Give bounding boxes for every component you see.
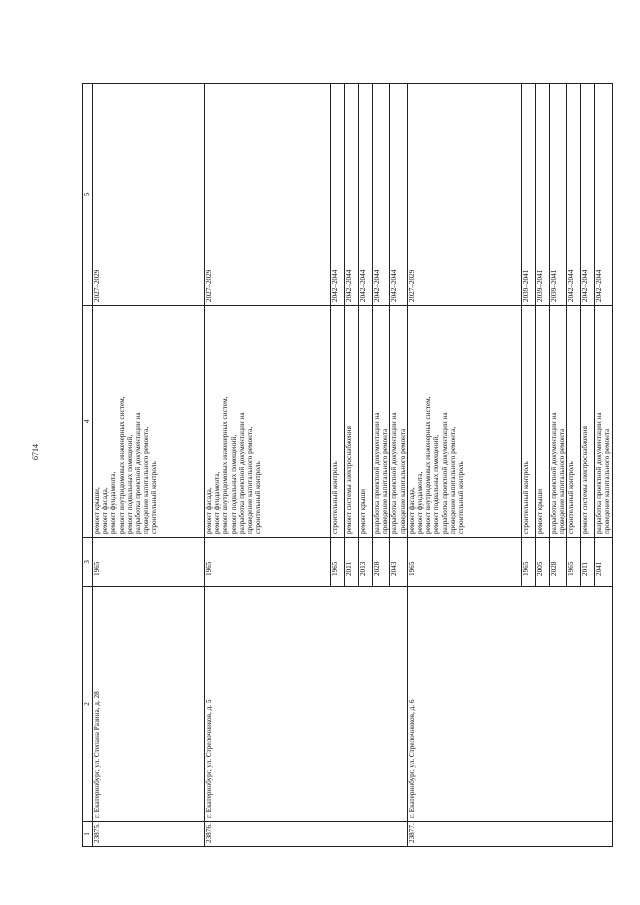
- work-line: проведение капитального ремонта: [398, 428, 407, 534]
- table-row: [407, 84, 521, 847]
- table-row: [93, 84, 205, 847]
- work-line: строительный контроль: [567, 461, 576, 534]
- entry-address: г. Екатеринбург, ул. Стрелочников, д. 6: [407, 587, 612, 822]
- subrow-year: 2028: [373, 538, 390, 587]
- subrow-work: [345, 306, 359, 538]
- entry-year: 1965: [93, 538, 205, 587]
- subrow-period: 2042–2044: [345, 84, 359, 306]
- work-line: разработка проектной документации на: [549, 412, 558, 534]
- work-line: проведение капитального ремонта: [603, 428, 612, 534]
- work-line: проведение капитального ремонта,: [142, 426, 151, 534]
- work-line: ремонт внутридомовых инженерных систем,: [424, 396, 433, 534]
- work-line: строительный контроль: [331, 461, 339, 534]
- work-line: разработка проектной документации на: [595, 412, 604, 534]
- subrow-period: 2039–2041: [535, 84, 549, 306]
- entry-period: 2027–2029: [93, 84, 205, 306]
- subrow-period: 2042–2044: [595, 84, 612, 306]
- work-line: разработка проектной документации на: [440, 412, 449, 534]
- subrow-work: [581, 306, 595, 538]
- subrow-period: 2039–2041: [521, 84, 535, 306]
- entry-number: 23877.: [407, 822, 612, 847]
- subrow-year: 2011: [581, 538, 595, 587]
- entry-works: [93, 306, 205, 538]
- header-col-5: 5: [83, 84, 93, 306]
- subrow-work: [359, 306, 373, 538]
- entry-period: 2027–2029: [205, 84, 331, 306]
- work-line: ремонт крыши: [359, 488, 367, 534]
- entry-year: 1965: [205, 538, 331, 587]
- work-line: ремонт фундамента,: [213, 471, 222, 534]
- work-line: разработка проектной документации на: [390, 412, 399, 534]
- work-line: разработка проектной документации на: [237, 412, 246, 534]
- subrow-year: 2041: [595, 538, 612, 587]
- subrow-period: 2042–2044: [390, 84, 407, 306]
- work-line: ремонт крыши: [535, 488, 544, 534]
- subrow-work: [390, 306, 407, 538]
- work-line: строительный контроль: [521, 461, 530, 534]
- work-line: строительный контроль: [457, 461, 466, 534]
- subrow-year: 1965: [567, 538, 581, 587]
- subrow-period: 2042–2044: [359, 84, 373, 306]
- work-line: проведение капитального ремонта,: [448, 426, 457, 534]
- work-line: ремонт подвальных помещений,: [229, 434, 238, 534]
- subrow-work: [331, 306, 345, 538]
- page-number: 6714: [31, 444, 40, 460]
- entry-works: [205, 306, 331, 538]
- work-line: ремонт внутридомовых инженерных систем,: [221, 396, 230, 534]
- work-line: ремонт подвальных помещений,: [432, 434, 441, 534]
- work-line: ремонт внутридомовых инженерных систем,: [117, 396, 126, 534]
- header-col-4: 4: [83, 306, 93, 538]
- work-line: разработка проектной документации на: [373, 412, 381, 534]
- entry-address: г. Екатеринбург, ул. Стрелочников, д. 5: [205, 587, 408, 822]
- subrow-year: 1965: [521, 538, 535, 587]
- subrow-period: 2042–2044: [331, 84, 345, 306]
- subrow-work: [567, 306, 581, 538]
- subrow-period: 2042–2044: [373, 84, 390, 306]
- work-line: проведение капитального ремонта: [381, 428, 390, 534]
- header-col-3: 3: [83, 538, 93, 587]
- work-line: ремонт фундамента,: [109, 471, 118, 534]
- entry-number: 23876.: [205, 822, 408, 847]
- rotated-table-container: [82, 84, 612, 847]
- table-body: [93, 84, 613, 847]
- work-line: ремонт фасада,: [101, 487, 110, 534]
- header-col-1: 1: [83, 822, 93, 847]
- work-line: ремонт подвальных помещений,: [125, 434, 134, 534]
- subrow-work: [595, 306, 612, 538]
- work-line: ремонт фасада,: [205, 487, 213, 534]
- subrow-year: 2043: [390, 538, 407, 587]
- work-line: ремонт крыши,: [93, 487, 101, 534]
- subrow-year: 2028: [549, 538, 566, 587]
- subrow-work: [535, 306, 549, 538]
- work-line: ремонт фундамента,: [416, 471, 425, 534]
- work-line: строительный контроль: [150, 461, 159, 534]
- header-row: [83, 84, 93, 847]
- entry-address: г. Екатеринбург, ул. Степана Разина, д. 28: [93, 587, 205, 822]
- work-line: строительный контроль: [254, 461, 263, 534]
- header-col-2: 2: [83, 587, 93, 822]
- subrow-work: [549, 306, 566, 538]
- table-row: [205, 84, 331, 847]
- entry-year: 1965: [407, 538, 521, 587]
- work-line: проведение капитального ремонта: [558, 428, 567, 534]
- subrow-period: 2042–2044: [581, 84, 595, 306]
- subrow-period: 2039–2041: [549, 84, 566, 306]
- subrow-year: 2005: [535, 538, 549, 587]
- work-line: ремонт фасада,: [407, 487, 416, 534]
- subrow-year: 1965: [331, 538, 345, 587]
- entry-works: [407, 306, 521, 538]
- entry-period: 2027–2029: [407, 84, 521, 306]
- work-line: ремонт системы электроснабжения: [345, 426, 353, 534]
- work-line: разработка проектной документации на: [134, 412, 143, 534]
- work-line: ремонт системы электроснабжения: [581, 426, 590, 534]
- subrow-year: 2011: [345, 538, 359, 587]
- work-line: проведение капитального ремонта,: [246, 426, 255, 534]
- subrow-period: 2042–2044: [567, 84, 581, 306]
- subrow-work: [373, 306, 390, 538]
- subrow-work: [521, 306, 535, 538]
- capital-repair-table: [82, 83, 613, 847]
- subrow-year: 2013: [359, 538, 373, 587]
- entry-number: 23875.: [93, 822, 205, 847]
